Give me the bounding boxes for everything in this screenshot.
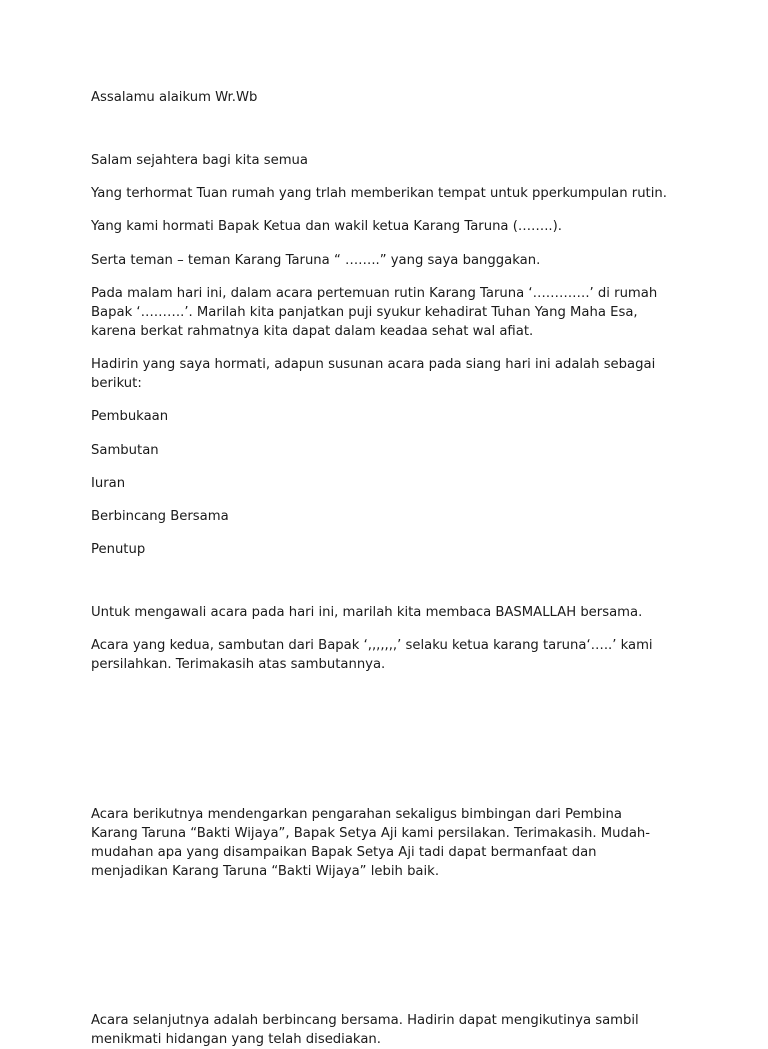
spacer [91, 953, 672, 1011]
salutation-line: Salam sejahtera bagi kita semua [91, 153, 308, 169]
paragraph-basmallah: Untuk mengawali acara pada hari ini, marilah kita membaca BASMALLAH bersama. [91, 605, 643, 621]
paragraph-honoring-host: Yang terhormat Tuan rumah yang trlah memberikan tempat untuk pperkumpulan rutin. [91, 186, 667, 202]
agenda-item-berbincang-bersama: Berbincang Bersama [91, 508, 229, 524]
document-body [91, 88, 672, 1049]
paragraph-honoring-chairman: Yang kami hormati Bapak Ketua dan wakil ketua Karang Taruna (……..). [91, 219, 562, 235]
agenda-item-pembukaan: Pembukaan [91, 409, 169, 425]
paragraph-berbincang-bersama: Acara selanjutnya adalah berbincang bersama. Hadirin dapat mengikutinya sambil menikmati hidangan yang telah disediakan. [91, 1013, 639, 1048]
paragraph-honoring-members: Serta teman – teman Karang Taruna “ ……..” yang saya banggakan. [91, 252, 541, 268]
paragraph-agenda-intro: Hadirin yang saya hormati, adapun susunan acara pada siang hari ini adalah sebagai berikut: [91, 357, 656, 392]
spacer [91, 121, 672, 151]
spacer [91, 895, 672, 953]
agenda-item-sambutan: Sambutan [91, 442, 159, 458]
agenda-item-iuran: Iuran [91, 475, 126, 491]
paragraph-opening-prayer: Pada malam hari ini, dalam acara pertemuan rutin Karang Taruna ‘………….’ di rumah Bapak ‘……….’. Marilah kita panjatkan puji syukur kehadirat Tuhan Yang Maha Esa, karena berkat rahmatnya kita dapat dalam keadaa sehat wal afiat. [91, 285, 658, 339]
spacer [91, 689, 672, 747]
agenda-item-penutup: Penutup [91, 541, 146, 557]
paragraph-pembina-guidance: Acara berikutnya mendengarkan pengarahan sekaligus bimbingan dari Pembina Karang Taruna “Bakti Wijaya”, Bapak Setya Aji kami persilakan. Terimakasih. Mudah-mudahan apa yang disampaikan Bapak Setya Aji tadi dapat bermanfaat dan menjadikan Karang Taruna “Bakti Wijaya” lebih baik. [91, 806, 651, 879]
greeting-line: Assalamu alaikum Wr.Wb [91, 90, 258, 105]
spacer [91, 573, 672, 603]
spacer [91, 747, 672, 805]
paragraph-second-agenda: Acara yang kedua, sambutan dari Bapak ‘,,,,,,,’ selaku ketua karang taruna‘…..’ kami persilahkan. Terimakasih atas sambutannya. [91, 638, 653, 673]
